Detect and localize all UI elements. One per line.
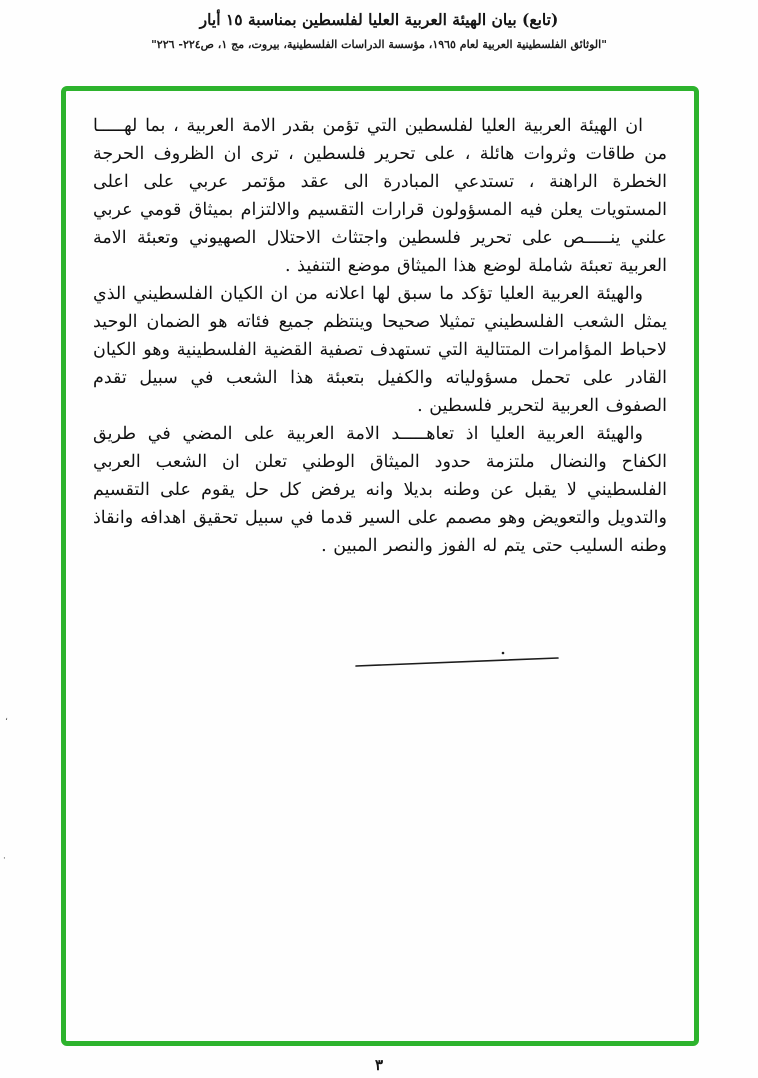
paragraph-3: والهيئة العربية العليا اذ تعاهـــــد الامة العربية على المضي في طريق الكفاح والنضال ملتزمة حدود الميثاق الوطني تعلن ان الشعب العربي الفلسطيني لا يقبل عن وطنه بديلا وانه يرفض كل حل يقوم على التقسيم والتدويل والتعويض وهو مصمم على السير قدما في سبيل تحقيق اهدافه وانقاذ وطنه السليب حتى يتم له الفوز والنصر المبين . [93,424,667,556]
scan-artifact-left-2: · [3,854,6,864]
page-number: ٣ [374,1056,384,1074]
document-title: (تابع) بيان الهيئة العربية العليا لفلسطين بمناسبة ١٥ أيار [199,10,559,29]
document-source-citation: "الوثائق الفلسطينية العربية لعام ١٩٦٥، مؤسسة الدراسات الفلسطينية، بيروت، مج ١، ص٢٢٤- ٢٢٦" [151,38,607,51]
divider-line [354,649,560,671]
paragraph-2: والهيئة العربية العليا تؤكد ما سبق لها اعلانه من ان الكيان الفلسطيني الذي يمثل الشعب الفلسطيني تمثيلا صحيحا وينتظم جميع فئاته هو الضمان الوحيد لاحباط المؤامرات المتتالية التي تستهدف تصفية القضية الفلسطينية وهو الكيان القادر على تحمل مسؤولياته والكفيل بتعبئة هذا الشعب في سبيل تقدم الصفوف العربية لتحرير فلسطين . [93,284,667,416]
document-body [93,112,667,560]
green-border-frame [61,86,699,1046]
paragraph-1: ان الهيئة العربية العليا لفلسطين التي تؤمن بقدر الامة العربية ، بما لهـــــا من طاقات وثروات هائلة ، على تحرير فلسطين ، ترى ان الظروف الحرجة الخطرة الراهنة ، تستدعي المبادرة الى عقد مؤتمر عربي على اعلى المستويات يعلن فيه المسؤولون قرارات التقسيم والالتزام بميثاق قومي عربي علني ينـــــص على تحرير فلسطين واجتثاث الاحتلال الصهيوني وتعبئة الامة العربية تعبئة شاملة لوضع هذا الميثاق موضع التنفيذ . [93,116,667,276]
document-header [0,10,758,51]
scan-artifact-left-1: ، [5,713,8,723]
